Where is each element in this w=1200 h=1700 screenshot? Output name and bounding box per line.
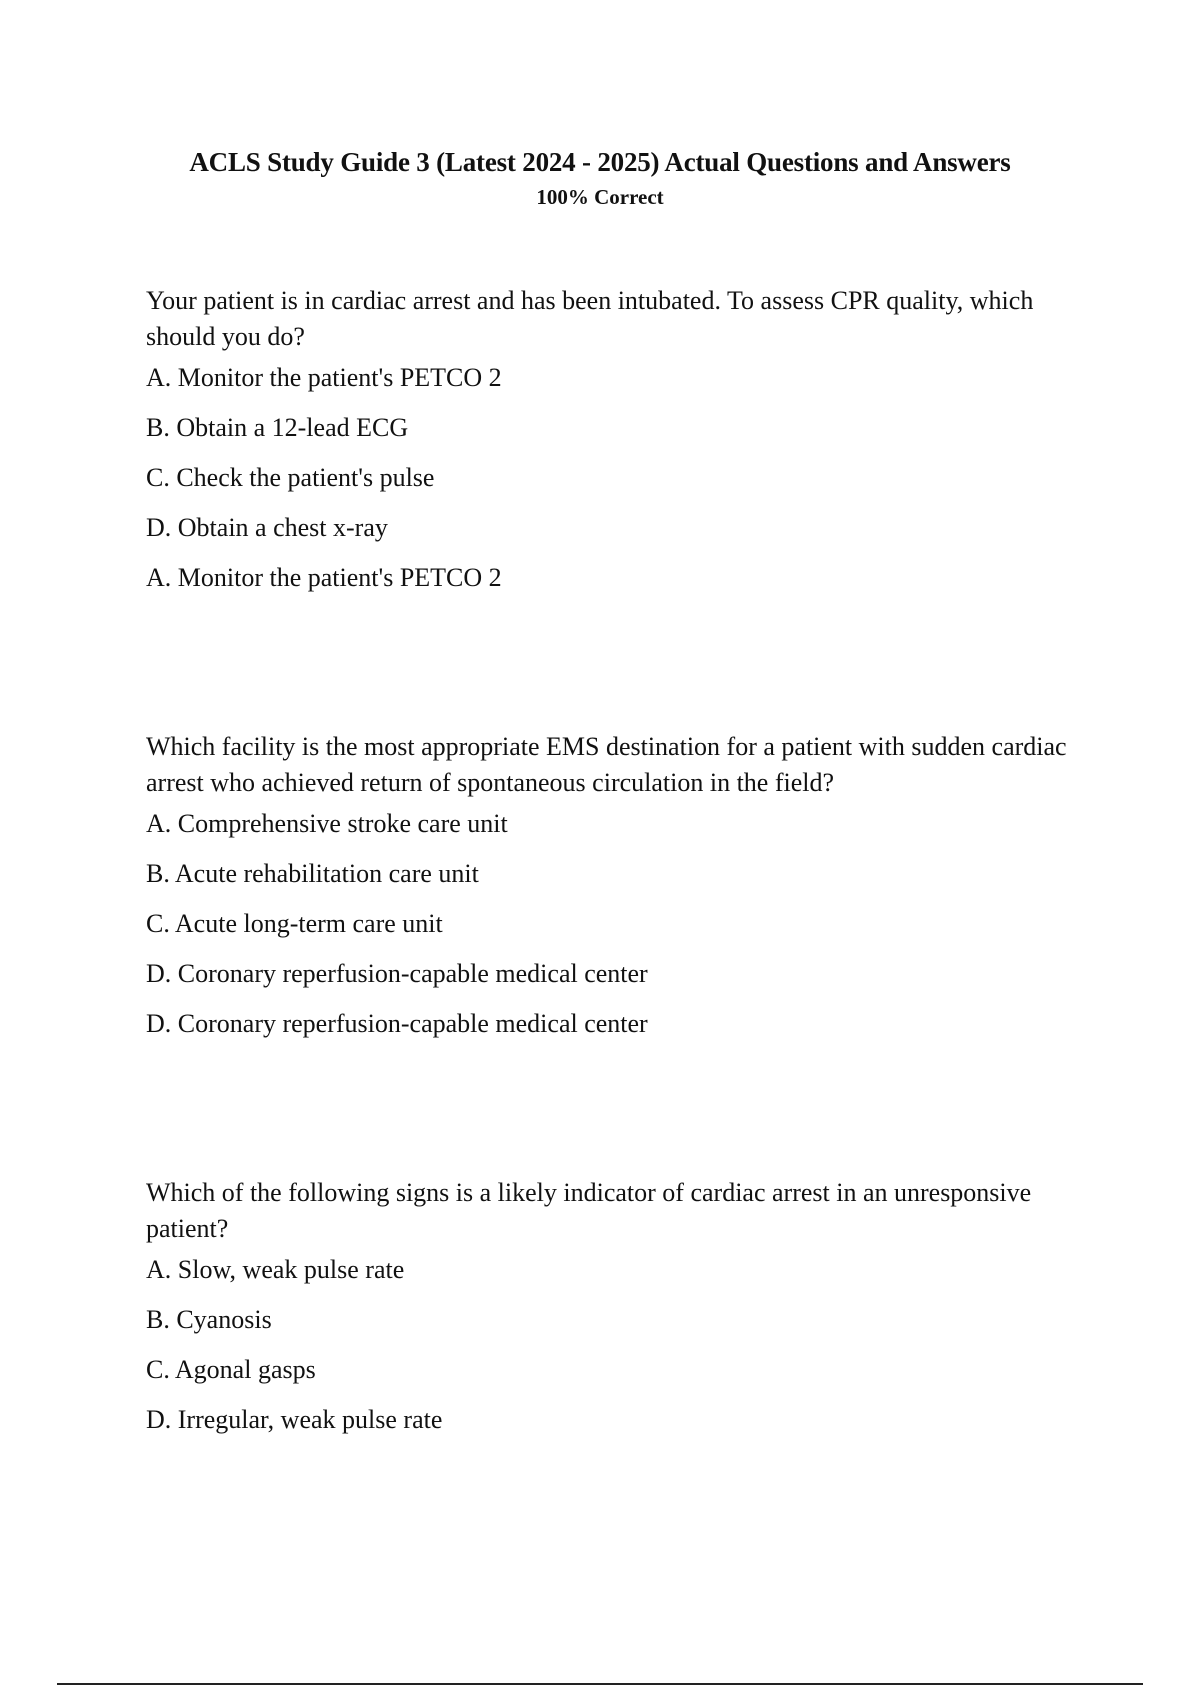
footer-divider xyxy=(57,1683,1143,1685)
document-subtitle: 100% Correct xyxy=(536,185,664,209)
correct-answer: D. Coronary reperfusion-capable medical center xyxy=(146,1009,648,1038)
question-block xyxy=(146,1175,1076,1455)
answer-option: A. Slow, weak pulse rate xyxy=(146,1255,405,1284)
answer-option: B. Cyanosis xyxy=(146,1305,272,1334)
answer-option: C. Acute long-term care unit xyxy=(146,909,443,938)
answer-option: D. Irregular, weak pulse rate xyxy=(146,1405,443,1434)
answer-option: D. Obtain a chest x-ray xyxy=(146,513,388,542)
answer-option: B. Obtain a 12-lead ECG xyxy=(146,413,409,442)
question-block xyxy=(146,729,1076,1039)
answer-option: B. Acute rehabilitation care unit xyxy=(146,859,479,888)
answer-option: A. Monitor the patient's PETCO 2 xyxy=(146,363,502,392)
document-title: ACLS Study Guide 3 (Latest 2024 - 2025) Actual Questions and Answers xyxy=(189,147,1011,177)
answer-option: C. Agonal gasps xyxy=(146,1355,316,1384)
question-text: Your patient is in cardiac arrest and has been intubated. To assess CPR quality, which should you do? xyxy=(146,286,1034,351)
question-block xyxy=(146,283,1076,593)
answer-option: C. Check the patient's pulse xyxy=(146,463,435,492)
answer-option: A. Comprehensive stroke care unit xyxy=(146,809,508,838)
correct-answer: A. Monitor the patient's PETCO 2 xyxy=(146,563,502,592)
question-text: Which facility is the most appropriate EMS destination for a patient with sudden cardiac arrest who achieved return of spontaneous circulation in the field? xyxy=(146,732,1067,797)
question-text: Which of the following signs is a likely indicator of cardiac arrest in an unresponsive patient? xyxy=(146,1178,1032,1243)
answer-option: D. Coronary reperfusion-capable medical center xyxy=(146,959,648,988)
